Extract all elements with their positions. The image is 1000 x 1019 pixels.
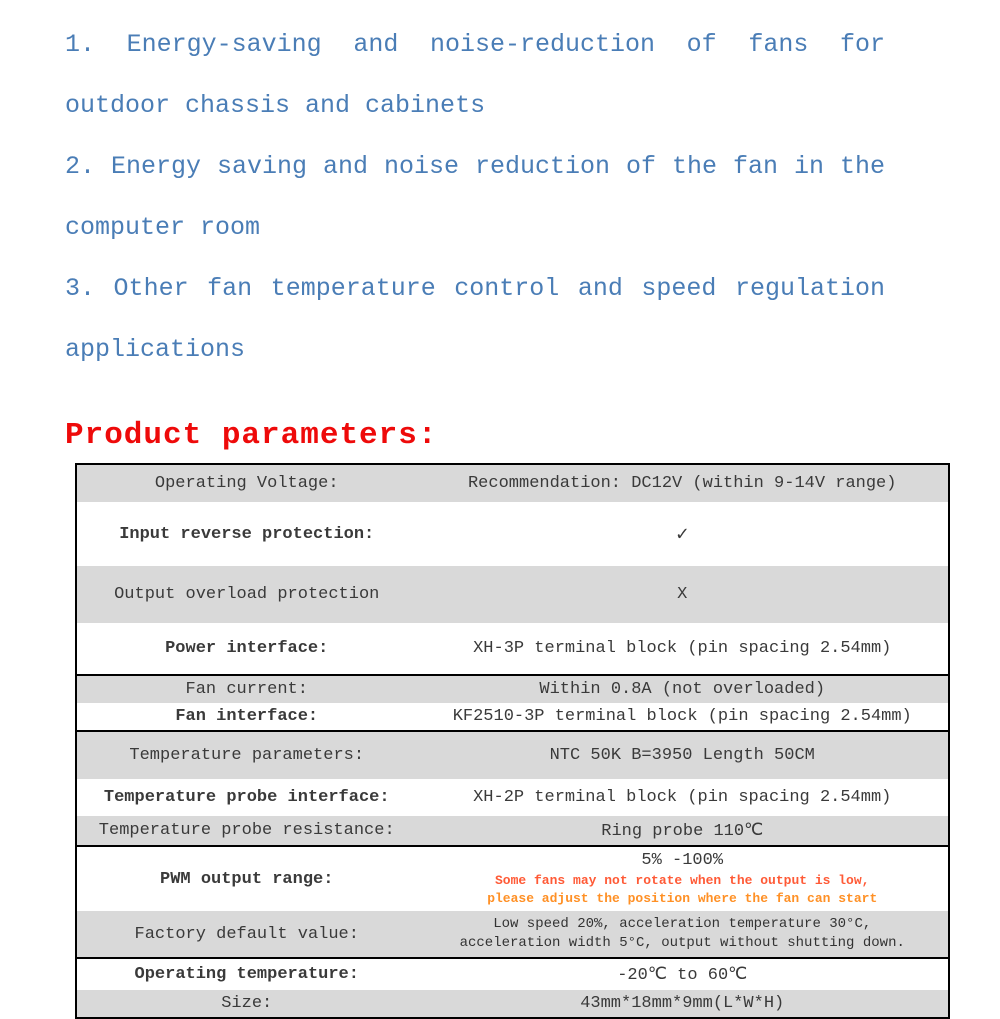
- application-item-1: 1. Energy-saving and noise-reduction of fans for outdoor chassis and cabinets: [65, 30, 885, 120]
- application-list: [65, 14, 885, 380]
- pwm-warning-line-1: Some fans may not rotate when the output is low,: [495, 873, 870, 888]
- row-factory-default-value: [76, 911, 949, 958]
- param-value: 43mm*18mm*9mm(L*W*H): [416, 990, 949, 1018]
- param-value: [416, 911, 949, 958]
- param-label: Operating Voltage:: [76, 464, 416, 502]
- factory-default-line-2: acceleration width 5°C, output without shutting down.: [459, 935, 905, 951]
- row-pwm-output-range: [76, 846, 949, 911]
- param-value: Ring probe 110℃: [416, 816, 949, 846]
- pwm-warning-line-2: please adjust the position where the fan can start: [487, 891, 878, 906]
- row-input-reverse-protection: [76, 502, 949, 566]
- application-item-3: 3. Other fan temperature control and speed regulation applications: [65, 274, 885, 364]
- param-label: Input reverse protection:: [119, 524, 375, 544]
- param-value: KF2510-3P terminal block (pin spacing 2.54mm): [416, 703, 949, 731]
- check-mark-icon: ✓: [676, 524, 689, 547]
- param-label: Size:: [76, 990, 416, 1018]
- cross-mark: X: [416, 566, 949, 623]
- row-fan-current: [76, 675, 949, 703]
- param-value: XH-3P terminal block (pin spacing 2.54mm): [416, 623, 949, 675]
- row-operating-temperature: [76, 958, 949, 990]
- row-temperature-parameters: [76, 731, 949, 779]
- parameters-table: [75, 463, 950, 1019]
- row-temperature-probe-interface: [76, 779, 949, 816]
- param-label: Factory default value:: [76, 911, 416, 958]
- product-description-page: [0, 14, 1000, 1014]
- param-label: Temperature parameters:: [76, 731, 416, 779]
- param-value: NTC 50K B=3950 Length 50CM: [416, 731, 949, 779]
- application-item-2: 2. Energy saving and noise reduction of the fan in the computer room: [65, 152, 885, 242]
- param-value: [416, 846, 949, 911]
- section-title-product-parameters: Product parameters:: [65, 418, 438, 453]
- row-output-overload-protection: [76, 566, 949, 623]
- param-value: Recommendation: DC12V (within 9-14V range): [416, 464, 949, 502]
- param-value: Within 0.8A (not overloaded): [416, 675, 949, 703]
- row-operating-voltage: [76, 464, 949, 502]
- param-label: Output overload protection: [76, 566, 416, 623]
- row-fan-interface: [76, 703, 949, 731]
- param-label: Temperature probe resistance:: [76, 816, 416, 846]
- param-label: Power interface:: [76, 623, 416, 675]
- row-size: [76, 990, 949, 1018]
- param-value: -20℃ to 60℃: [617, 966, 748, 985]
- param-value: XH-2P terminal block (pin spacing 2.54mm): [473, 788, 892, 807]
- pwm-range-value: 5% -100%: [641, 851, 724, 870]
- factory-default-line-1: Low speed 20%, acceleration temperature 30°C,: [493, 916, 872, 932]
- row-power-interface: [76, 623, 949, 675]
- param-label: PWM output range:: [160, 869, 334, 889]
- param-label: Temperature probe interface:: [103, 788, 390, 807]
- param-label: Fan interface:: [76, 703, 416, 731]
- row-temperature-probe-resistance: [76, 816, 949, 846]
- param-label: Operating temperature:: [134, 965, 359, 984]
- param-label: Fan current:: [76, 675, 416, 703]
